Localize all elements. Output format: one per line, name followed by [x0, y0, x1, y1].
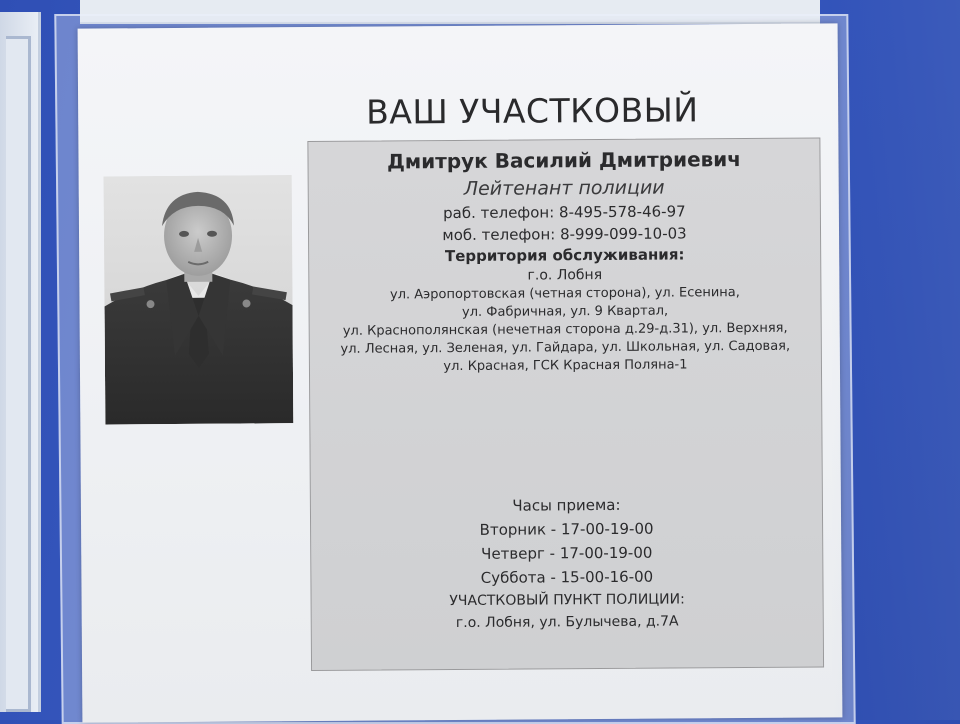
left-neighbor-sheet	[0, 12, 41, 712]
territory-street-line: ул. Красная, ГСК Красная Поляна-1	[443, 357, 688, 375]
light-reflection	[830, 0, 960, 720]
territory-street-line: ул. Аэропортовская (четная сторона), ул. Есенина,	[389, 285, 740, 303]
officer-portrait-image	[104, 175, 294, 424]
officer-info-box	[307, 137, 824, 671]
reception-day: Вторник - 17-00-19-00	[479, 519, 654, 539]
officer-rank: Лейтенант полиции	[463, 176, 665, 200]
work-phone: раб. телефон: 8-495-578-46-97	[443, 202, 686, 223]
reception-hours	[311, 494, 823, 632]
mobile-phone: моб. телефон: 8-999-099-10-03	[442, 224, 687, 245]
reception-day: Четверг - 17-00-19-00	[481, 543, 653, 563]
territory-street-line: ул. Краснополянская (нечетная сторона д.29-д.31), ул. Верхняя,	[342, 320, 788, 339]
reception-day: Суббота - 15-00-16-00	[480, 567, 654, 587]
territory-street-line: ул. Лесная, ул. Зеленая, ул. Гайдара, ул. Школьная, ул. Садовая,	[340, 338, 791, 357]
territory-title: Территория обслуживания:	[444, 245, 685, 266]
police-post-title: УЧАСТКОВЫЙ ПУНКТ ПОЛИЦИИ:	[449, 591, 685, 610]
officer-photo	[104, 175, 294, 424]
territory-street-line: ул. Фабричная, ул. 9 Квартал,	[461, 303, 669, 320]
territory-city: г.о. Лобня	[527, 267, 603, 284]
police-post-address: г.о. Лобня, ул. Булычева, д.7А	[455, 613, 679, 632]
reception-title: Часы приема:	[512, 495, 621, 515]
poster-sheet	[78, 23, 843, 722]
officer-name: Дмитрук Василий Дмитриевич	[386, 147, 742, 174]
poster-heading: ВАШ УЧАСТКОВЫЙ	[366, 90, 699, 132]
